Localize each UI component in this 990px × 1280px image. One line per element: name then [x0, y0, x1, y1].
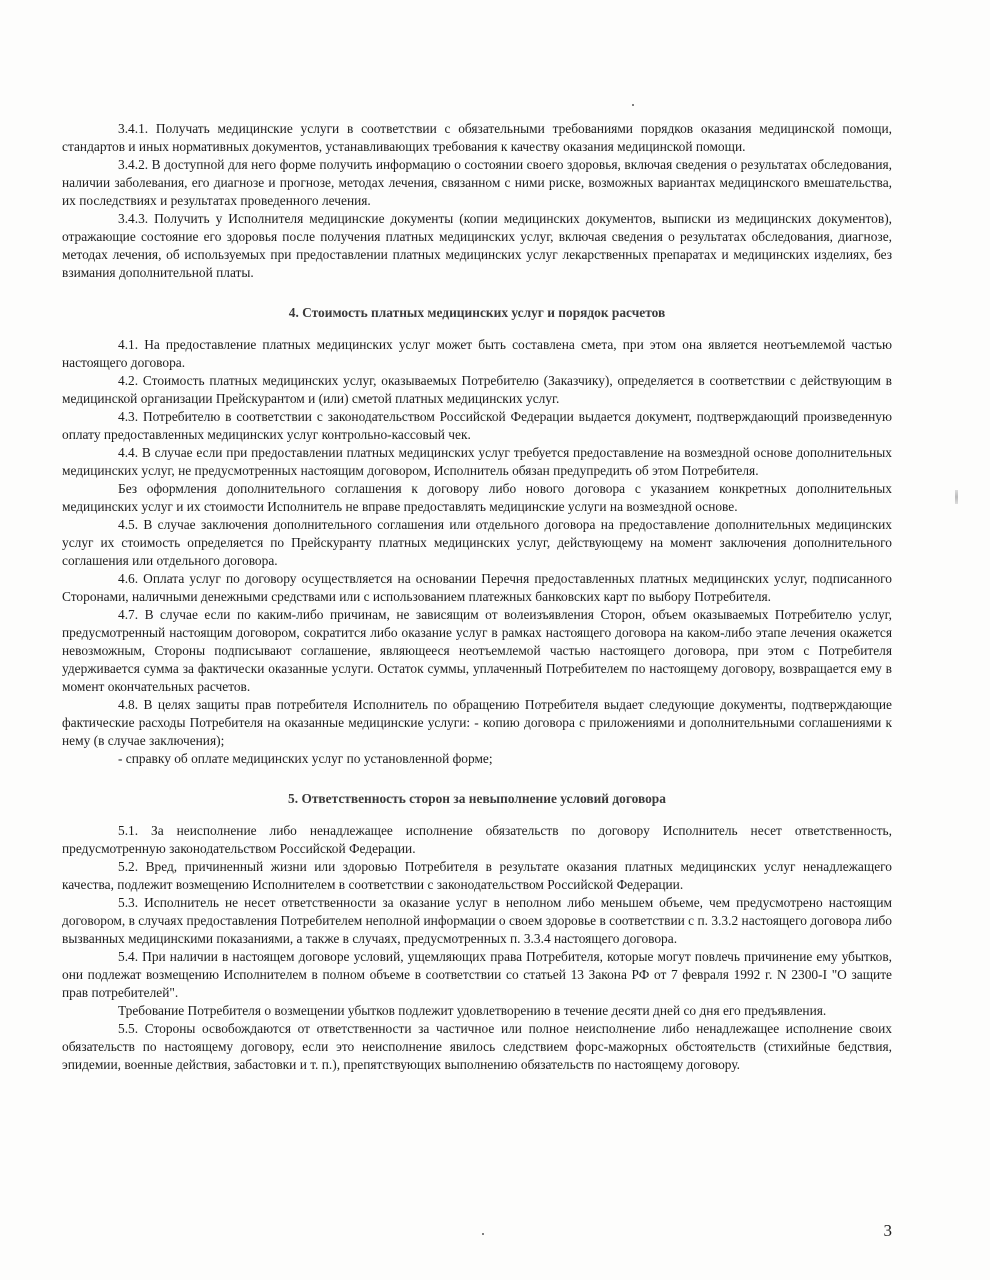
clause-4-4-continued: Без оформления дополнительного соглашения к договору либо нового договора с указанием конкретных дополнительных медицинских услуг и их стоимости Исполнитель не вправе предоставлять медицинские услуги на возмездной основе. [62, 481, 892, 514]
clause-4-5: 4.5. В случае заключения дополнительного соглашения или отдельного договора на предоставление дополнительных медицинских услуг их стоимость определяется по Прейскуранту платных медицинских услуг, действующему на момент заключения дополнительного соглашения или отдельного договора. [62, 517, 892, 568]
clause-5-3: 5.3. Исполнитель не несет ответственности за оказание услуг в неполном либо меньшем объеме, чем предусмотрено настоящим договором, в случаях предоставления Потребителем неполной информации о своем здоровье в соответствии с п. 3.3.2 настоящего договора либо вызванных медицинскими показаниями, а также в случаях, предусмотренных п. 3.3.4 настоящего договора. [62, 895, 892, 946]
clause-4-7: 4.7. В случае если по каким-либо причинам, не зависящим от волеизъявления Сторон, объем оказываемых Потребителю услуг, предусмотренный настоящим договором, сократится либо оказание услуг в рамках настоящего договора на каком-либо этапе лечения окажется невозможным, Стороны подписывают соглашение, являющееся неотъемлемой частью настоящего договора, при этом с Потребителя удерживается сумма за фактически оказанные услуги. Остаток суммы, уплаченный Потребителем по настоящему договору, возвращается ему в момент окончательных расчетов. [62, 607, 892, 694]
section-heading-5: 5. Ответственность сторон за невыполнение условий договора [288, 791, 666, 806]
page-number: 3 [883, 1221, 892, 1240]
clause-5-1: 5.1. За неисполнение либо ненадлежащее исполнение обязательств по договору Исполнитель несет ответственность, предусмотренную законодательством Российской Федерации. [62, 823, 892, 856]
clause-5-4: 5.4. При наличии в настоящем договоре условий, ущемляющих права Потребителя, которые могут повлечь причинение ему убытков, они подлежат возмещению Исполнителем в полном объеме в соответствии со статьей 13 Закона РФ от 7 февраля 1992 г. N 2300-I "О защите прав потребителей". [62, 949, 892, 1000]
scan-speck [632, 104, 634, 106]
document-body [62, 120, 892, 1074]
clause-3-4-2: 3.4.2. В доступной для него форме получить информацию о состоянии своего здоровья, включая сведения о результатах обследования, наличии заболевания, его диагнозе и прогнозе, методах лечения, связанном с ними риске, возможных вариантах медицинского вмешательства, их последствиях и результатах проведенного лечения. [62, 157, 892, 208]
scan-edge-mark [955, 490, 958, 504]
clause-4-2: 4.2. Стоимость платных медицинских услуг, оказываемых Потребителю (Заказчику), определяется в соответствии с действующим в медицинской организации Прейскурантом и (или) сметой платных медицинских услуг. [62, 373, 892, 406]
section-heading-4: 4. Стоимость платных медицинских услуг и порядок расчетов [288, 305, 666, 320]
clause-5-2: 5.2. Вред, причиненный жизни или здоровью Потребителя в результате оказания платных медицинских услуг ненадлежащего качества, подлежит возмещению Исполнителем в соответствии с законодательством Российской Федерации. [62, 859, 892, 892]
clause-3-4-1: 3.4.1. Получать медицинские услуги в соответствии с обязательными требованиями порядков оказания медицинской помощи, стандартов и иных нормативных документов, устанавливающих требования к качеству оказания медицинской помощи. [62, 121, 892, 154]
clause-3-4-3: 3.4.3. Получить у Исполнителя медицинские документы (копии медицинских документов, выписки из медицинских документов), отражающие состояние его здоровья после получения платных медицинских услуг, включая сведения о результатах обследования, диагнозе, методах лечения, об используемых при предоставлении платных медицинских услуг лекарственных препаратах и медицинских изделиях, без взимания дополнительной платы. [62, 211, 892, 280]
clause-4-6: 4.6. Оплата услуг по договору осуществляется на основании Перечня предоставленных платных медицинских услуг, подписанного Сторонами, наличными денежными средствами или с использованием платежных банковских карт по выбору Потребителя. [62, 571, 892, 604]
scan-speck [482, 1233, 484, 1235]
clause-4-3: 4.3. Потребителю в соответствии с законодательством Российской Федерации выдается документ, подтверждающий произведенную оплату предоставленных медицинских услуг контрольно-кассовый чек. [62, 409, 892, 442]
clause-4-8: 4.8. В целях защиты прав потребителя Исполнитель по обращению Потребителя выдает следующие документы, подтверждающие фактические расходы Потребителя на оказанные медицинские услуги: - копию договора с приложениями и дополнительными соглашениями к нему (в случае заключения); [62, 697, 892, 748]
clause-4-8-item: - справку об оплате медицинских услуг по установленной форме; [118, 751, 493, 766]
clause-5-4-continued: Требование Потребителя о возмещении убытков подлежит удовлетворению в течение десяти дней со дня его предъявления. [118, 1003, 827, 1018]
clause-5-5: 5.5. Стороны освобождаются от ответственности за частичное или полное неисполнение либо ненадлежащее исполнение своих обязательств по настоящему договору, если это неисполнение явилось следствием форс-мажорных обстоятельств (стихийные бедствия, эпидемии, военные действия, забастовки и т. п.), препятствующих выполнению обязательств по настоящему договору. [62, 1021, 892, 1072]
clause-4-4: 4.4. В случае если при предоставлении платных медицинских услуг требуется предоставление на возмездной основе дополнительных медицинских услуг, не предусмотренных настоящим договором, Исполнитель обязан предупредить об этом Потребителя. [62, 445, 892, 478]
clause-4-1: 4.1. На предоставление платных медицинских услуг может быть составлена смета, при этом она является неотъемлемой частью настоящего договора. [62, 337, 892, 370]
